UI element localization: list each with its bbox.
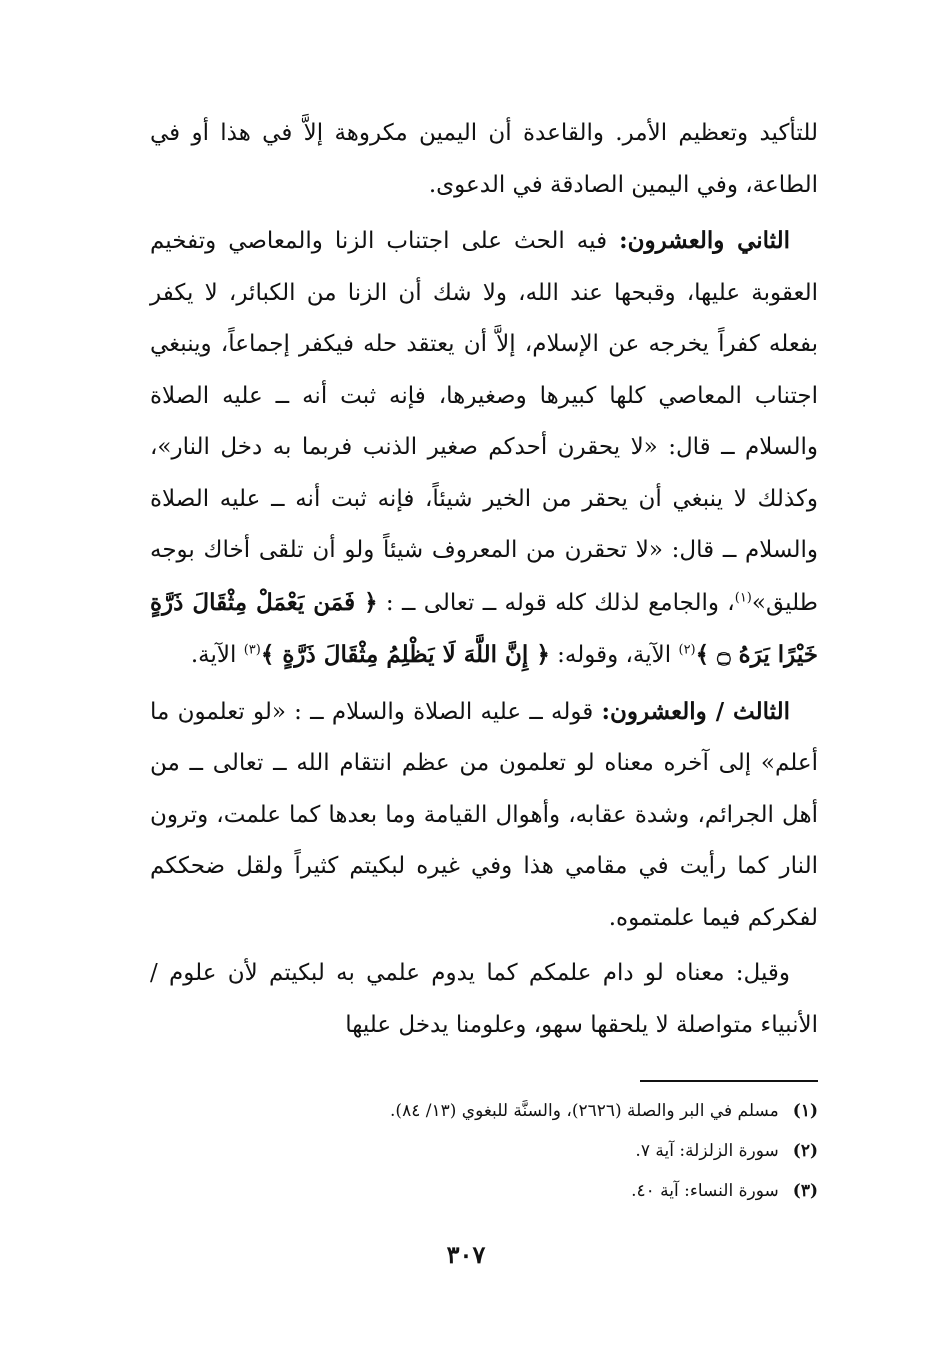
paragraph-3-lead: الثالث / والعشرون: [601,697,790,725]
paragraph-3 [150,686,818,945]
footnote-1-text: مسلم في البر والصلة (٢٦٢٦)، والسنَّة للبغوي (١٣/ ٨٤). [390,1101,779,1121]
footnote-1 [150,1091,818,1131]
footnote-3-number: (٣) [792,1181,818,1201]
footnote-ref-1: (١) [734,589,752,605]
paragraph-1 [150,108,818,211]
paragraph-3-text: قوله ــ عليه الصلاة والسلام ــ : «لو تعلمون ما أعلم» إلى آخره معناه لو تعلمون من عظم انتقام الله ــ تعالى ــ من أهل الجرائم، وشدة عقابه، وأهوال القيامة وما بعدها كما علمت، وترون النار كما رأيت في مقامي هذا وفي غيره لبكيتم كثيراً ولقل ضحككم لفكركم فيما علمتموه. [150,698,818,931]
footnotes [150,1091,818,1211]
paragraph-2-text-4: الآية. [190,642,244,668]
footnote-3 [150,1171,818,1211]
main-text [150,108,818,1051]
footnote-ref-2: (٢) [678,642,696,658]
paragraph-2-lead: الثاني والعشرون: [619,227,790,254]
footnote-2-number: (٢) [792,1141,818,1161]
paragraph-4-text: وقيل: معناه لو دام علمكم كما يدوم علمي به لبكيتم لأن علوم / الأنبياء متواصلة لا يلحقها سهو، وعلومنا يدخل عليها [150,960,818,1038]
footnote-1-number: (١) [792,1101,818,1121]
paragraph-2 [150,215,818,682]
footnote-divider [640,1080,818,1082]
footnote-3-text: سورة النساء: آية ٤٠. [631,1181,779,1201]
footnote-ref-3: (٣) [243,642,261,658]
footnote-2 [150,1131,818,1171]
paragraph-2-text: فيه الحث على اجتناب الزنا والمعاصي وتفخيم العقوبة عليها، وقبحها عند الله، ولا شك أن الزنا من الكبائر، لا يكفر بفعله كفراً يخرجه عن الإسلام، إلاَّ أن يعتقد حله فيكفر إجماعاً، وينبغي اجتناب المعاصي كلها كبيرها وصغيرها، فإنه ثبت أنه ــ عليه الصلاة والسلام ــ قال: «لا يحقرن أحدكم صغير الذنب فربما به دخل النار»، وكذلك لا ينبغي أن يحقر من الخير شيئاً، فإنه ثبت أنه ــ عليه الصلاة والسلام ــ قال: «لا تحقرن من المعروف شيئاً ولو أن تلقى أخاك بوجه طليق» [150,228,818,616]
paragraph-2-text-2: ، والجامع لذلك كله قوله ــ تعالى ــ : [377,589,735,616]
paragraph-4 [150,948,818,1051]
quran-verse-2: ﴿ إِنَّ اللَّهَ لَا يَظْلِمُ مِثْقَالَ ذَرَّةٍ ﴾ [260,641,550,668]
quran-verse-1: ﴿ فَمَن يَعْمَلْ مِثْقَالَ ذَرَّةٍ خَيْرًا يَرَهُ ۝ ﴾ [150,588,818,668]
paragraph-2-text-3: الآية، وقوله: [549,642,679,668]
footnote-2-text: سورة الزلزلة: آية ٧. [635,1141,779,1161]
paragraph-1-text: للتأكيد وتعظيم الأمر. والقاعدة أن اليمين مكروهة إلاَّ في هذا أو في الطاعة، وفي اليمين الصادقة في الدعوى. [150,120,818,198]
page-number: ٣٠٧ [446,1240,486,1269]
